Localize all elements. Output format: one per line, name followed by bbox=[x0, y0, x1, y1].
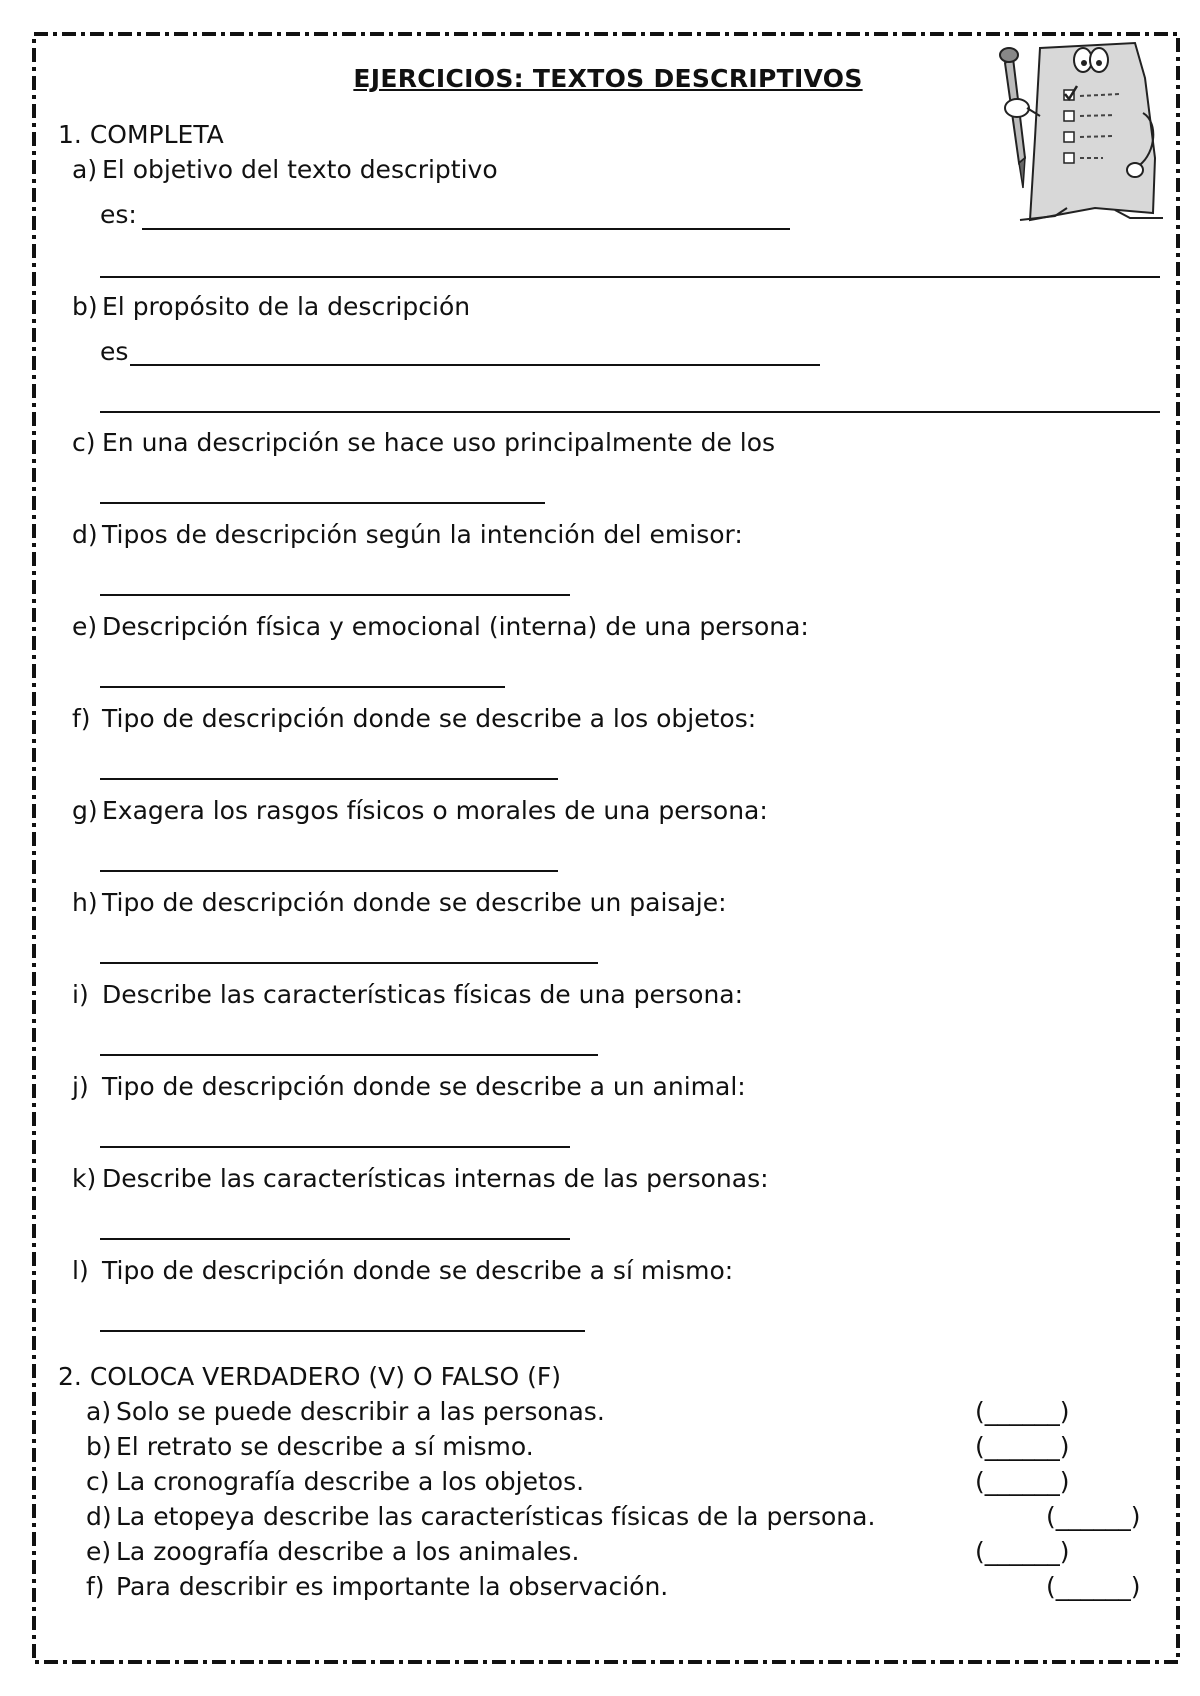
answer-blank-f[interactable] bbox=[100, 778, 558, 780]
item-letter: k) bbox=[72, 1164, 97, 1193]
item-letter: j) bbox=[72, 1072, 89, 1101]
item-letter: a) bbox=[72, 155, 98, 184]
answer-blank-j[interactable] bbox=[100, 1146, 570, 1148]
item-text: Describe las características físicas de una persona: bbox=[102, 980, 744, 1009]
item-text: Exagera los rasgos físicos o morales de una persona: bbox=[102, 796, 768, 825]
item-letter: b) bbox=[72, 292, 98, 321]
answer-blank-d[interactable] bbox=[100, 594, 570, 596]
question-d bbox=[72, 520, 743, 550]
item-letter: d) bbox=[72, 520, 98, 549]
item-letter: f) bbox=[86, 1572, 105, 1601]
item-text: Tipo de descripción donde se describe a los objetos: bbox=[102, 704, 757, 733]
tf-answer-e[interactable]: (______) bbox=[975, 1537, 1070, 1566]
worksheet-title: EJERCICIOS: TEXTOS DESCRIPTIVOS bbox=[353, 64, 863, 93]
item-letter: g) bbox=[72, 796, 98, 825]
item-text: El propósito de la descripción bbox=[102, 292, 471, 321]
question-b bbox=[72, 292, 470, 322]
item-letter: b) bbox=[86, 1432, 112, 1461]
tf-item-b bbox=[86, 1432, 534, 1462]
answer-blank-k[interactable] bbox=[100, 1238, 570, 1240]
question-i bbox=[72, 980, 743, 1010]
answer-blank-i[interactable] bbox=[100, 1054, 598, 1056]
item-text: La etopeya describe las características físicas de la persona. bbox=[116, 1502, 876, 1531]
item-continuation: es: bbox=[100, 200, 137, 229]
tf-answer-a[interactable]: (______) bbox=[975, 1397, 1070, 1426]
answer-blank-a1[interactable] bbox=[142, 228, 790, 230]
item-text: En una descripción se hace uso principalmente de los bbox=[102, 428, 776, 457]
item-text: La cronografía describe a los objetos. bbox=[116, 1467, 585, 1496]
question-h bbox=[72, 888, 727, 918]
tf-item-a bbox=[86, 1397, 605, 1427]
question-g bbox=[72, 796, 768, 826]
question-l bbox=[72, 1256, 733, 1286]
section1-title: COMPLETA bbox=[89, 120, 224, 149]
item-text: Para describir es importante la observación. bbox=[116, 1572, 669, 1601]
section2-heading bbox=[58, 1362, 561, 1392]
section1-heading bbox=[58, 120, 224, 150]
tf-item-e bbox=[86, 1537, 579, 1567]
item-letter: i) bbox=[72, 980, 89, 1009]
item-letter: d) bbox=[86, 1502, 112, 1531]
item-text: Tipos de descripción según la intención del emisor: bbox=[102, 520, 743, 549]
item-letter: a) bbox=[86, 1397, 112, 1426]
clipboard-pencil-cartoon-icon bbox=[985, 38, 1165, 227]
item-continuation: es bbox=[100, 337, 129, 366]
answer-blank-b1[interactable] bbox=[130, 364, 820, 366]
item-letter: l) bbox=[72, 1256, 89, 1285]
item-text: La zoografía describe a los animales. bbox=[116, 1537, 580, 1566]
item-letter: c) bbox=[86, 1467, 110, 1496]
item-text: Describe las características internas de las personas: bbox=[102, 1164, 769, 1193]
item-text: Descripción física y emocional (interna) de una persona: bbox=[102, 612, 809, 641]
item-letter: c) bbox=[72, 428, 96, 457]
item-text: Tipo de descripción donde se describe un paisaje: bbox=[102, 888, 727, 917]
section2-title: COLOCA VERDADERO (V) O FALSO (F) bbox=[89, 1362, 562, 1391]
item-letter: h) bbox=[72, 888, 98, 917]
item-text: El objetivo del texto descriptivo bbox=[102, 155, 498, 184]
answer-blank-e[interactable] bbox=[100, 686, 505, 688]
section1-number: 1. bbox=[58, 120, 82, 149]
tf-item-c bbox=[86, 1467, 584, 1497]
question-e bbox=[72, 612, 809, 642]
answer-blank-a2[interactable] bbox=[100, 276, 1160, 278]
item-letter: e) bbox=[72, 612, 98, 641]
item-text: Tipo de descripción donde se describe a sí mismo: bbox=[102, 1256, 734, 1285]
answer-blank-h[interactable] bbox=[100, 962, 598, 964]
tf-item-f bbox=[86, 1572, 668, 1602]
question-j bbox=[72, 1072, 746, 1102]
item-letter: f) bbox=[72, 704, 91, 733]
question-a bbox=[72, 155, 498, 185]
question-k bbox=[72, 1164, 769, 1194]
item-letter: e) bbox=[86, 1537, 112, 1566]
answer-blank-g[interactable] bbox=[100, 870, 558, 872]
answer-blank-c[interactable] bbox=[100, 502, 545, 504]
answer-blank-l[interactable] bbox=[100, 1330, 585, 1332]
tf-answer-b[interactable]: (______) bbox=[975, 1432, 1070, 1461]
item-text: Tipo de descripción donde se describe a un animal: bbox=[102, 1072, 746, 1101]
tf-item-d bbox=[86, 1502, 875, 1532]
item-text: El retrato se describe a sí mismo. bbox=[116, 1432, 534, 1461]
tf-answer-c[interactable]: (______) bbox=[975, 1467, 1070, 1496]
answer-blank-b2[interactable] bbox=[100, 411, 1160, 413]
question-c bbox=[72, 428, 775, 458]
section2-number: 2. bbox=[58, 1362, 82, 1391]
item-text: Solo se puede describir a las personas. bbox=[116, 1397, 605, 1426]
question-f bbox=[72, 704, 756, 734]
tf-answer-d[interactable]: (______) bbox=[1046, 1502, 1141, 1531]
tf-answer-f[interactable]: (______) bbox=[1046, 1572, 1141, 1601]
